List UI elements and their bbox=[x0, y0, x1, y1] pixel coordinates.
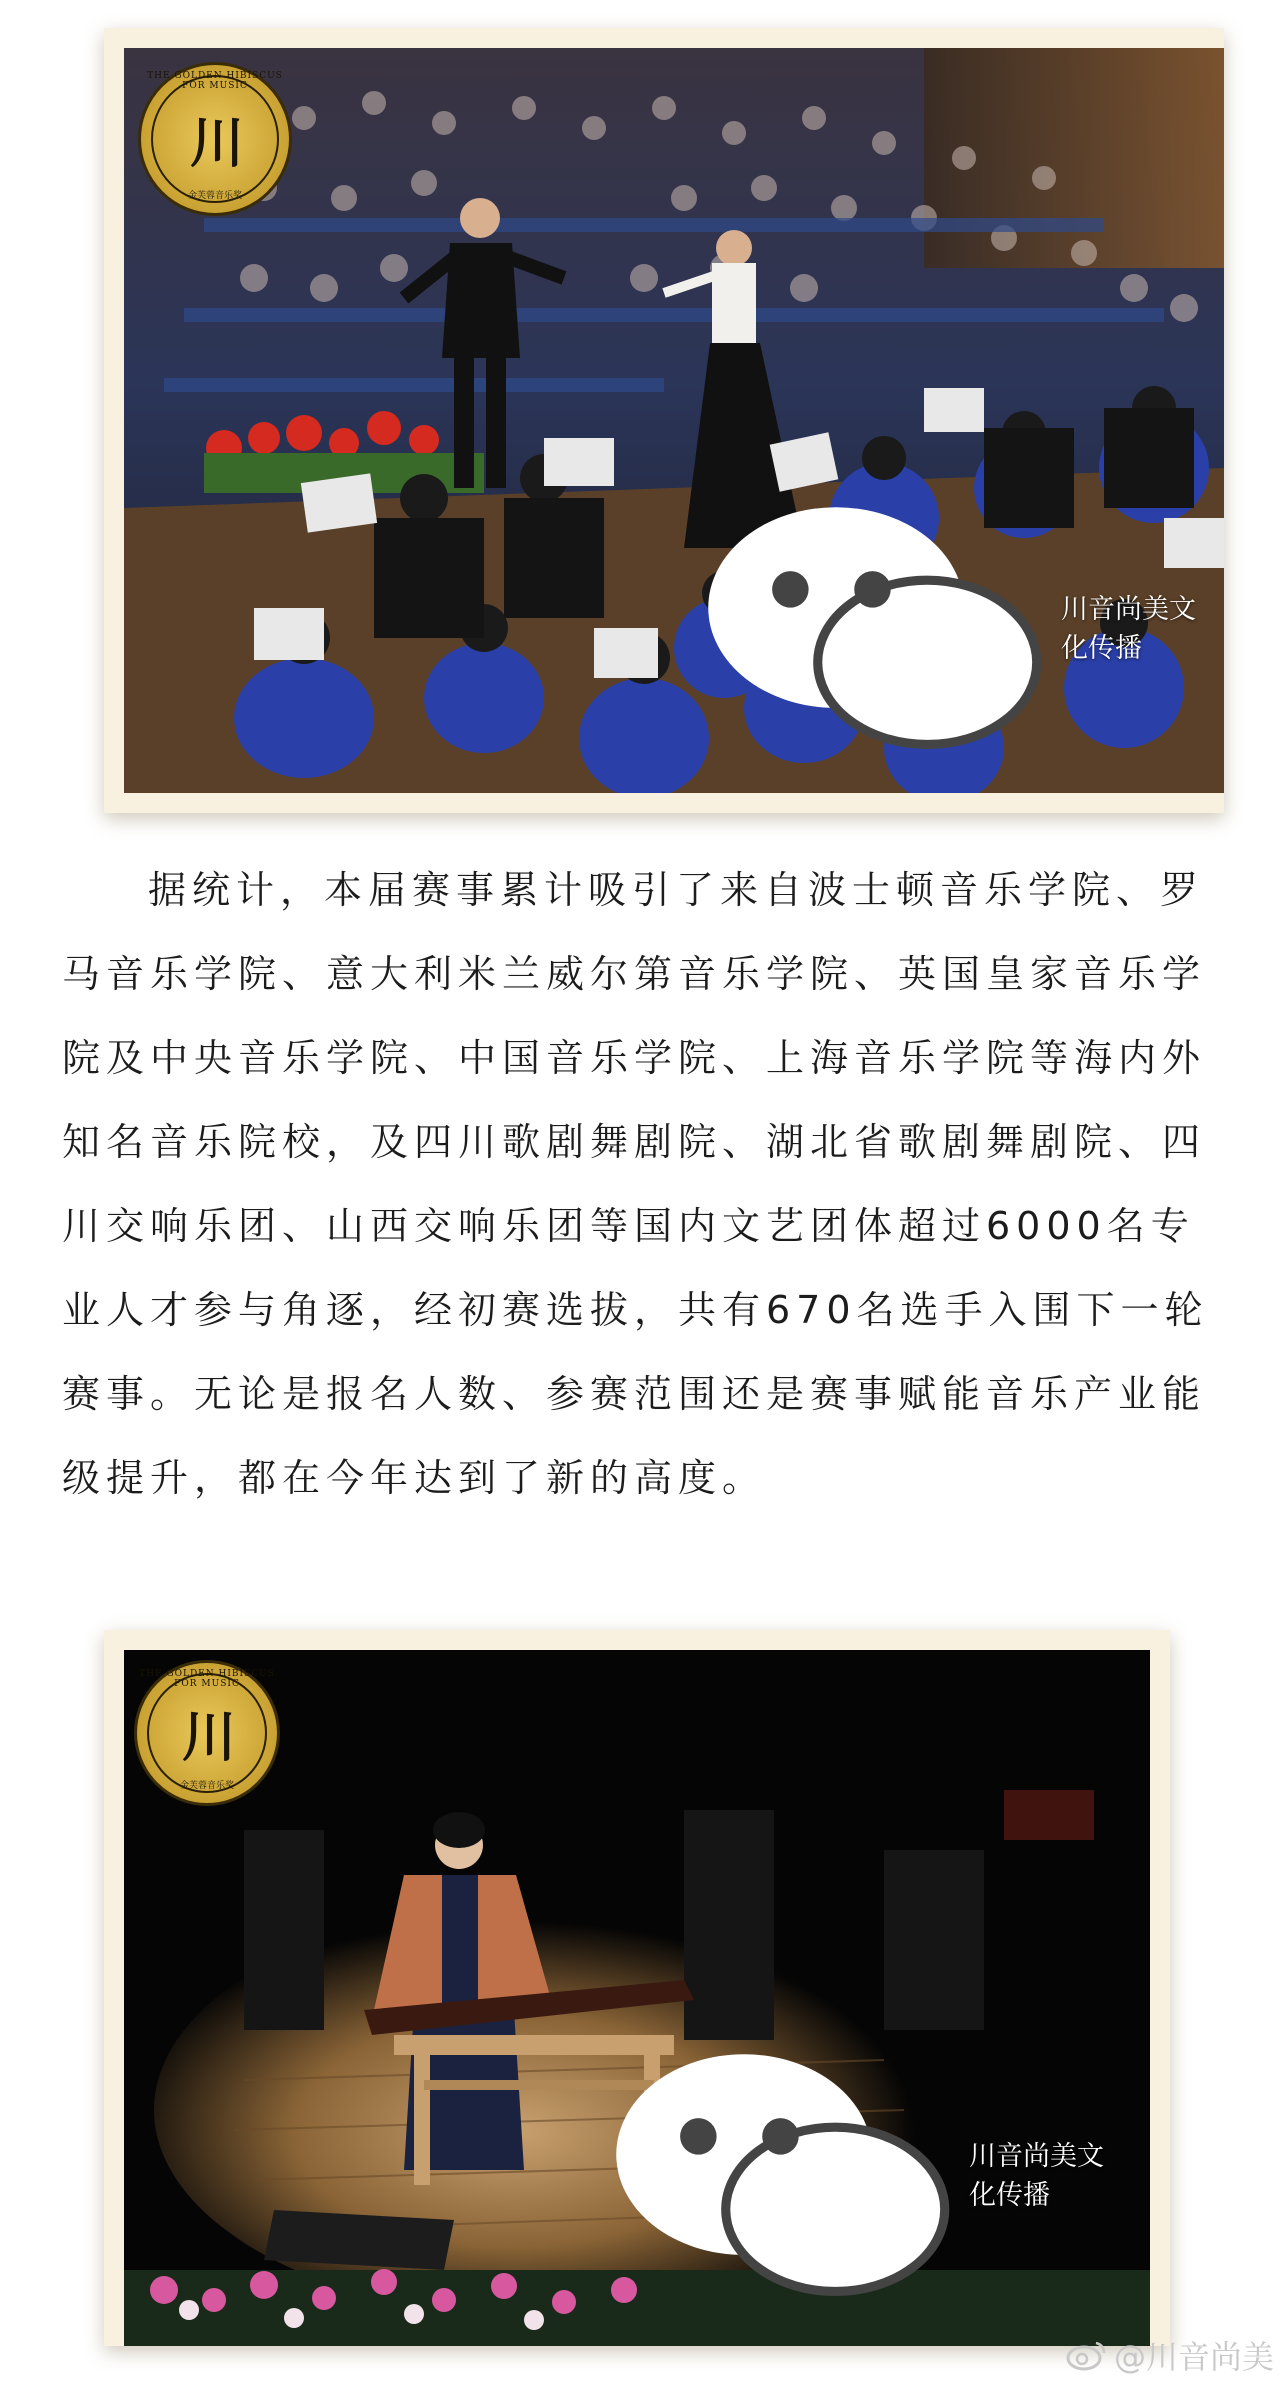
guqin-photo bbox=[124, 1650, 1150, 2346]
golden-hibiscus-logo-2: THE GOLDEN HIBISCUS FOR MUSIC 川 金芙蓉音乐奖 bbox=[134, 1660, 280, 1806]
wechat-icon bbox=[598, 2036, 963, 2310]
golden-hibiscus-logo-1: THE GOLDEN HIBISCUS FOR MUSIC 川 金芙蓉音乐奖 bbox=[138, 62, 292, 216]
orchestra-photo bbox=[124, 48, 1224, 793]
weibo-icon bbox=[1064, 2339, 1108, 2371]
wechat-watermark-2: 川音尚美文化传播 bbox=[598, 2036, 1120, 2310]
wechat-icon bbox=[690, 489, 1055, 763]
wechat-watermark-1: 川音尚美文化传播 bbox=[690, 489, 1212, 763]
weibo-watermark: @川音尚美 bbox=[1064, 2332, 1274, 2378]
photo-frame-orchestra bbox=[104, 28, 1224, 813]
article-paragraph: 据统计，本届赛事累计吸引了来自波士顿音乐学院、罗马音乐学院、意大利米兰威尔第音乐学院、英国皇家音乐学院及中央音乐学院、中国音乐学院、上海音乐学院等海内外知名音乐院校，及四川歌剧舞剧院、湖北省歌剧舞剧院、四川交响乐团、山西交响乐团等国内文艺团体超过6000名专业人才参与角逐，经初赛选拔，共有670名选手入围下一轮赛事。无论是报名人数、参赛范围还是赛事赋能音乐产业能级提升，都在今年达到了新的高度。 bbox=[62, 868, 1209, 1500]
photo-frame-guqin bbox=[104, 1630, 1170, 2346]
